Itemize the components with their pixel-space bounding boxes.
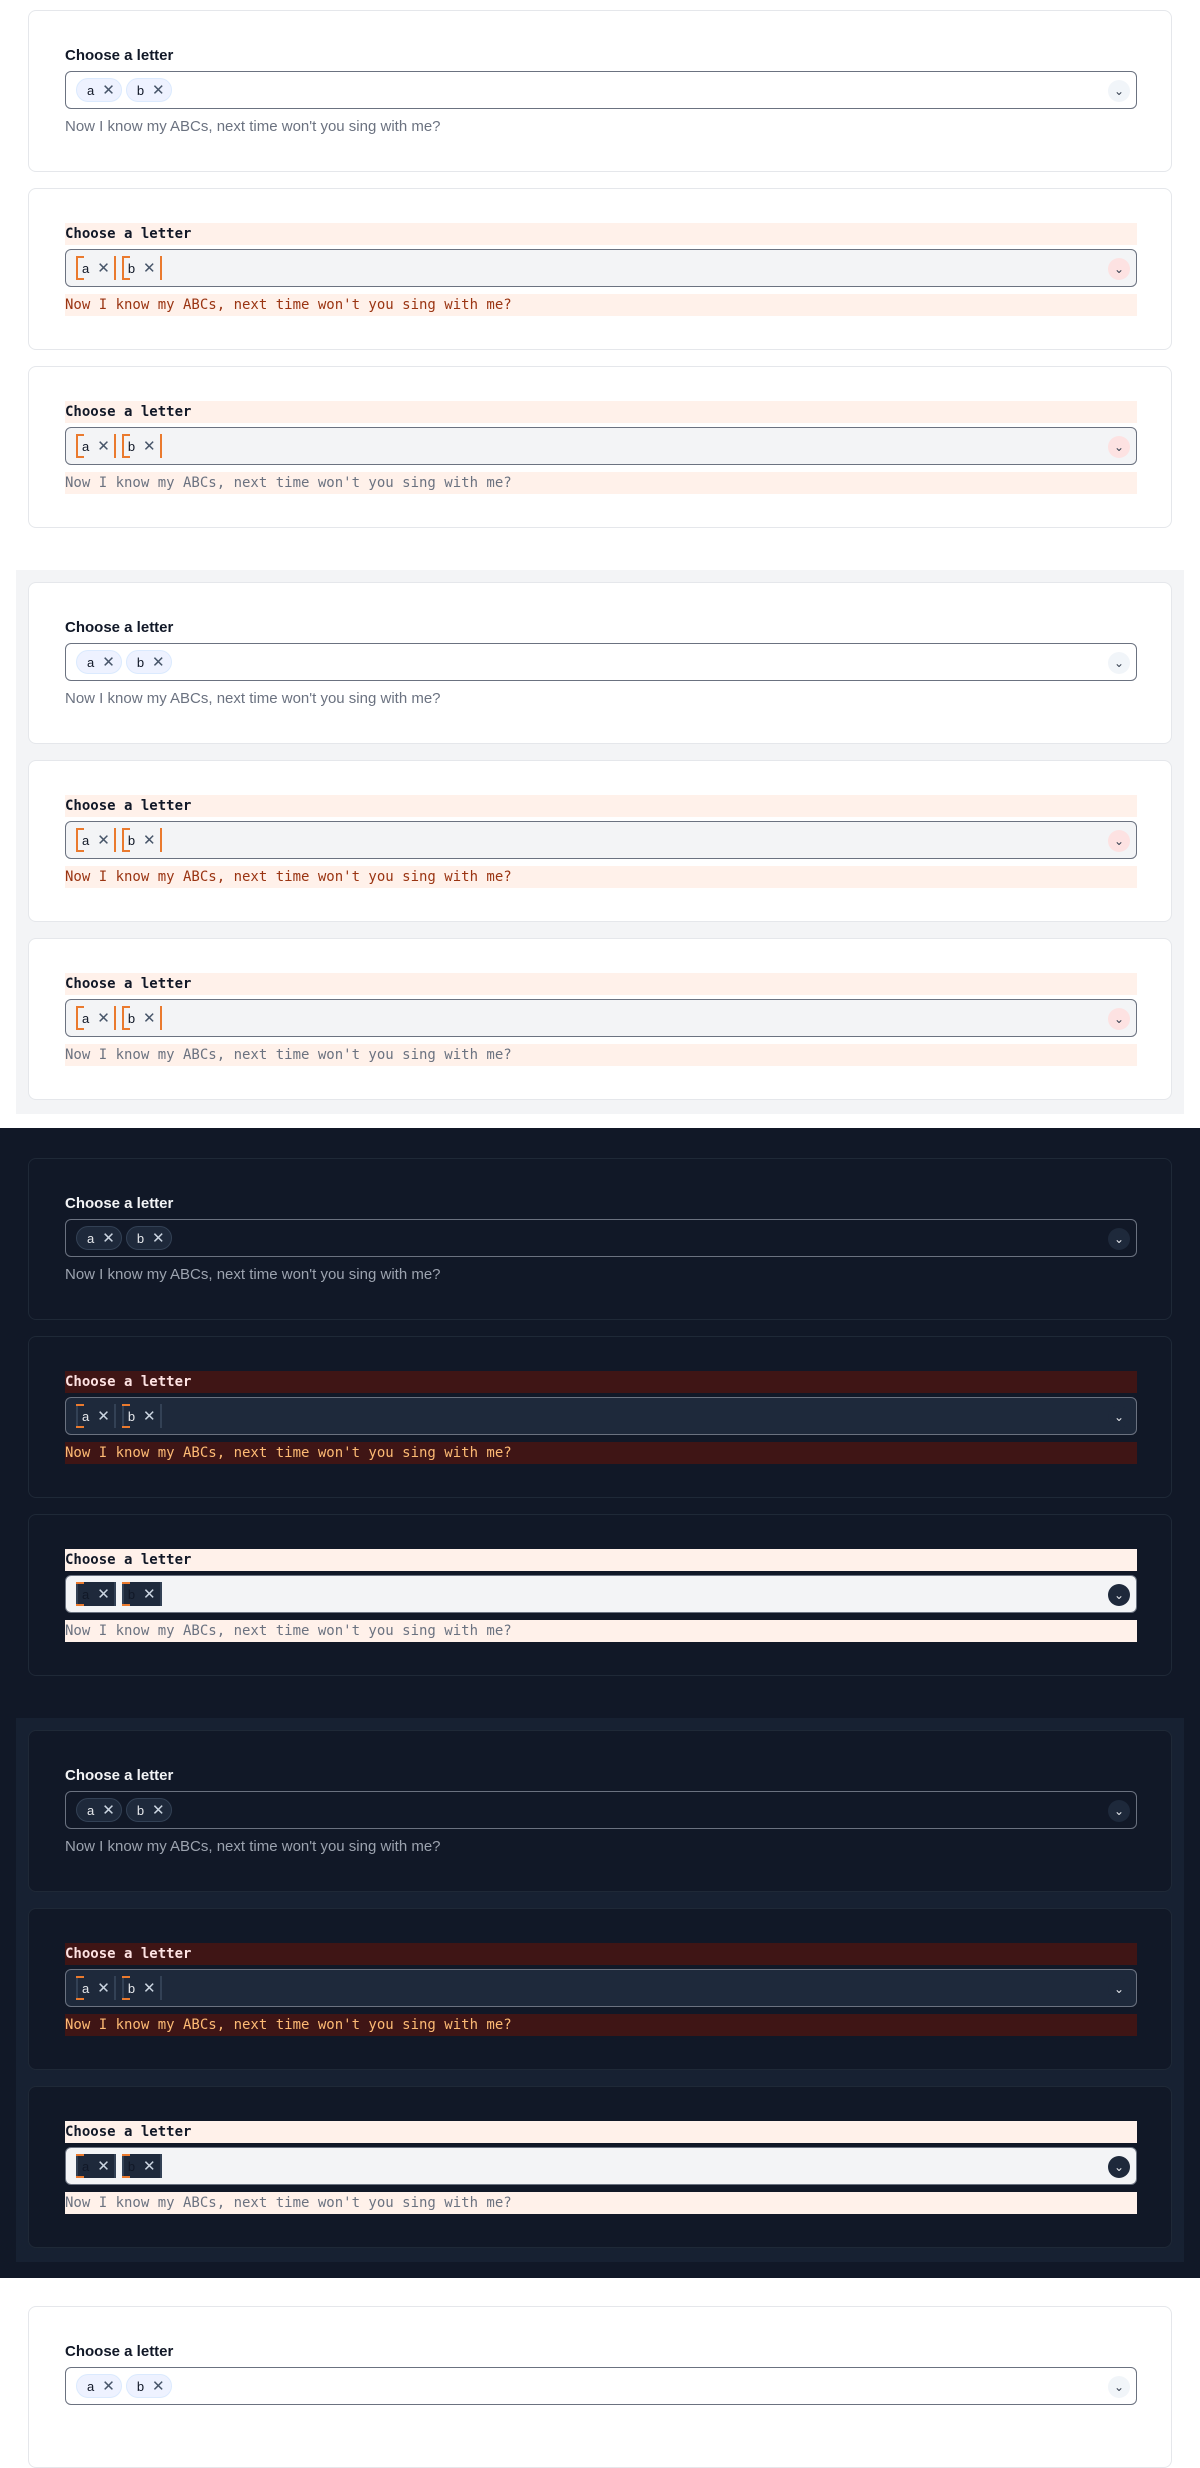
remove-chip-icon[interactable]: ✕ [102,82,115,99]
combobox-card-debug-error [28,188,1172,350]
chip-b[interactable]: b ✕ [122,1404,162,1428]
chip-a[interactable]: a ✕ [76,1226,122,1250]
chevron-down-icon[interactable]: ⌄ [1108,258,1130,280]
remove-chip-icon[interactable]: ✕ [102,2378,115,2395]
field-label: Choose a letter [65,401,1137,423]
chip-b[interactable]: b ✕ [122,2154,162,2178]
multiselect-combobox[interactable] [65,2147,1137,2185]
combobox-card-debug [28,1514,1172,1676]
multiselect-combobox[interactable] [65,2367,1137,2405]
chip-b[interactable]: b ✕ [122,1006,162,1030]
multiselect-combobox[interactable] [65,1575,1137,1613]
field-label: Choose a letter [65,223,1137,245]
remove-chip-icon[interactable]: ✕ [152,82,165,99]
remove-chip-icon[interactable]: ✕ [97,438,110,455]
combobox-card [28,10,1172,172]
help-text: Now I know my ABCs, next time won't you sing with me? [65,1838,441,1855]
remove-chip-icon[interactable]: ✕ [97,2158,110,2175]
combobox-card [28,2306,1172,2468]
chevron-down-icon[interactable]: ⌄ [1108,830,1130,852]
remove-chip-icon[interactable]: ✕ [97,1010,110,1027]
chip-a[interactable]: a ✕ [76,828,116,852]
remove-chip-icon[interactable]: ✕ [97,1408,110,1425]
chip-a[interactable]: a ✕ [76,1582,116,1606]
chip-a[interactable]: a ✕ [76,434,116,458]
chevron-down-icon[interactable]: ⌄ [1108,80,1130,102]
chevron-down-icon[interactable]: ⌄ [1108,1228,1130,1250]
help-text: Now I know my ABCs, next time won't you sing with me? [65,294,1137,316]
help-text: Now I know my ABCs, next time won't you sing with me? [65,118,441,135]
chip-b[interactable]: b ✕ [126,1798,172,1822]
combobox-card-debug-error [28,1336,1172,1498]
help-text: Now I know my ABCs, next time won't you sing with me? [65,2014,1137,2036]
chevron-down-icon[interactable]: ⌄ [1108,2376,1130,2398]
multiselect-combobox[interactable] [65,643,1137,681]
chip-b[interactable]: b ✕ [122,256,162,280]
remove-chip-icon[interactable]: ✕ [97,1586,110,1603]
help-text: Now I know my ABCs, next time won't you sing with me? [65,1442,1137,1464]
chevron-down-icon[interactable]: ⌄ [1108,1584,1130,1606]
multiselect-combobox[interactable] [65,249,1137,287]
remove-chip-icon[interactable]: ✕ [97,260,110,277]
chevron-down-icon[interactable]: ⌄ [1108,1978,1130,2000]
remove-chip-icon[interactable]: ✕ [143,438,156,455]
multiselect-combobox[interactable] [65,1397,1137,1435]
multiselect-combobox[interactable] [65,71,1137,109]
combobox-card [28,1730,1172,1892]
chip-b[interactable]: b ✕ [122,1582,162,1606]
chip-a[interactable]: a ✕ [76,1404,116,1428]
chip-a[interactable]: a ✕ [76,256,116,280]
multiselect-combobox[interactable] [65,427,1137,465]
field-label: Choose a letter [65,1549,1137,1571]
chip-b[interactable]: b ✕ [122,434,162,458]
chevron-down-icon[interactable]: ⌄ [1108,2156,1130,2178]
chip-b[interactable]: b ✕ [126,1226,172,1250]
remove-chip-icon[interactable]: ✕ [102,1230,115,1247]
help-text: Now I know my ABCs, next time won't you sing with me? [65,1266,441,1283]
remove-chip-icon[interactable]: ✕ [97,832,110,849]
combobox-card-debug [28,2086,1172,2248]
remove-chip-icon[interactable]: ✕ [97,1980,110,1997]
remove-chip-icon[interactable]: ✕ [143,1408,156,1425]
multiselect-combobox[interactable] [65,999,1137,1037]
remove-chip-icon[interactable]: ✕ [102,654,115,671]
remove-chip-icon[interactable]: ✕ [143,260,156,277]
field-label: Choose a letter [65,2343,174,2360]
chevron-down-icon[interactable]: ⌄ [1108,1406,1130,1428]
field-label: Choose a letter [65,619,174,636]
field-label: Choose a letter [65,973,1137,995]
combobox-card [28,1158,1172,1320]
field-label: Choose a letter [65,1943,1137,1965]
chevron-down-icon[interactable]: ⌄ [1108,1008,1130,1030]
chip-b[interactable]: b ✕ [126,2374,172,2398]
help-text: Now I know my ABCs, next time won't you sing with me? [65,690,441,707]
remove-chip-icon[interactable]: ✕ [102,1802,115,1819]
light-theme-section-tail [0,2278,1200,2395]
chip-a[interactable]: a ✕ [76,1798,122,1822]
combobox-card [28,582,1172,744]
combobox-card-debug-error [28,760,1172,922]
field-label: Choose a letter [65,2121,1137,2143]
field-label: Choose a letter [65,47,174,64]
multiselect-combobox[interactable] [65,1791,1137,1829]
combobox-card-debug [28,938,1172,1100]
remove-chip-icon[interactable]: ✕ [143,1586,156,1603]
remove-chip-icon[interactable]: ✕ [143,832,156,849]
chip-a[interactable]: a ✕ [76,1006,116,1030]
help-text: Now I know my ABCs, next time won't you sing with me? [65,1620,1137,1642]
chip-a[interactable]: a ✕ [76,2154,116,2178]
multiselect-combobox[interactable] [65,821,1137,859]
remove-chip-icon[interactable]: ✕ [152,654,165,671]
chevron-down-icon[interactable]: ⌄ [1108,652,1130,674]
remove-chip-icon[interactable]: ✕ [152,1802,165,1819]
chip-b[interactable]: b ✕ [122,1976,162,2000]
help-text: Now I know my ABCs, next time won't you sing with me? [65,472,1137,494]
chip-b[interactable]: b ✕ [126,78,172,102]
help-text: Now I know my ABCs, next time won't you sing with me? [65,2192,1137,2214]
field-label: Choose a letter [65,1371,1137,1393]
field-label: Choose a letter [65,1767,174,1784]
remove-chip-icon[interactable]: ✕ [143,1010,156,1027]
multiselect-combobox[interactable] [65,1969,1137,2007]
chip-b[interactable]: b ✕ [126,650,172,674]
remove-chip-icon[interactable]: ✕ [152,2378,165,2395]
field-label: Choose a letter [65,795,1137,817]
field-label: Choose a letter [65,1195,174,1212]
chevron-down-icon[interactable]: ⌄ [1108,436,1130,458]
light-subtle-section [16,570,1184,1114]
light-theme-section [0,0,1200,552]
chip-a[interactable]: a ✕ [76,650,122,674]
remove-chip-icon[interactable]: ✕ [143,1980,156,1997]
chip-a[interactable]: a ✕ [76,2374,122,2398]
remove-chip-icon[interactable]: ✕ [152,1230,165,1247]
chip-b[interactable]: b ✕ [122,828,162,852]
chip-a[interactable]: a ✕ [76,78,122,102]
dark-subtle-section [16,1718,1184,2262]
combobox-card-debug [28,366,1172,528]
chip-a[interactable]: a ✕ [76,1976,116,2000]
chevron-down-icon[interactable]: ⌄ [1108,1800,1130,1822]
multiselect-combobox[interactable] [65,1219,1137,1257]
combobox-card-debug-error [28,1908,1172,2070]
help-text: Now I know my ABCs, next time won't you sing with me? [65,1044,1137,1066]
remove-chip-icon[interactable]: ✕ [143,2158,156,2175]
help-text: Now I know my ABCs, next time won't you sing with me? [65,866,1137,888]
